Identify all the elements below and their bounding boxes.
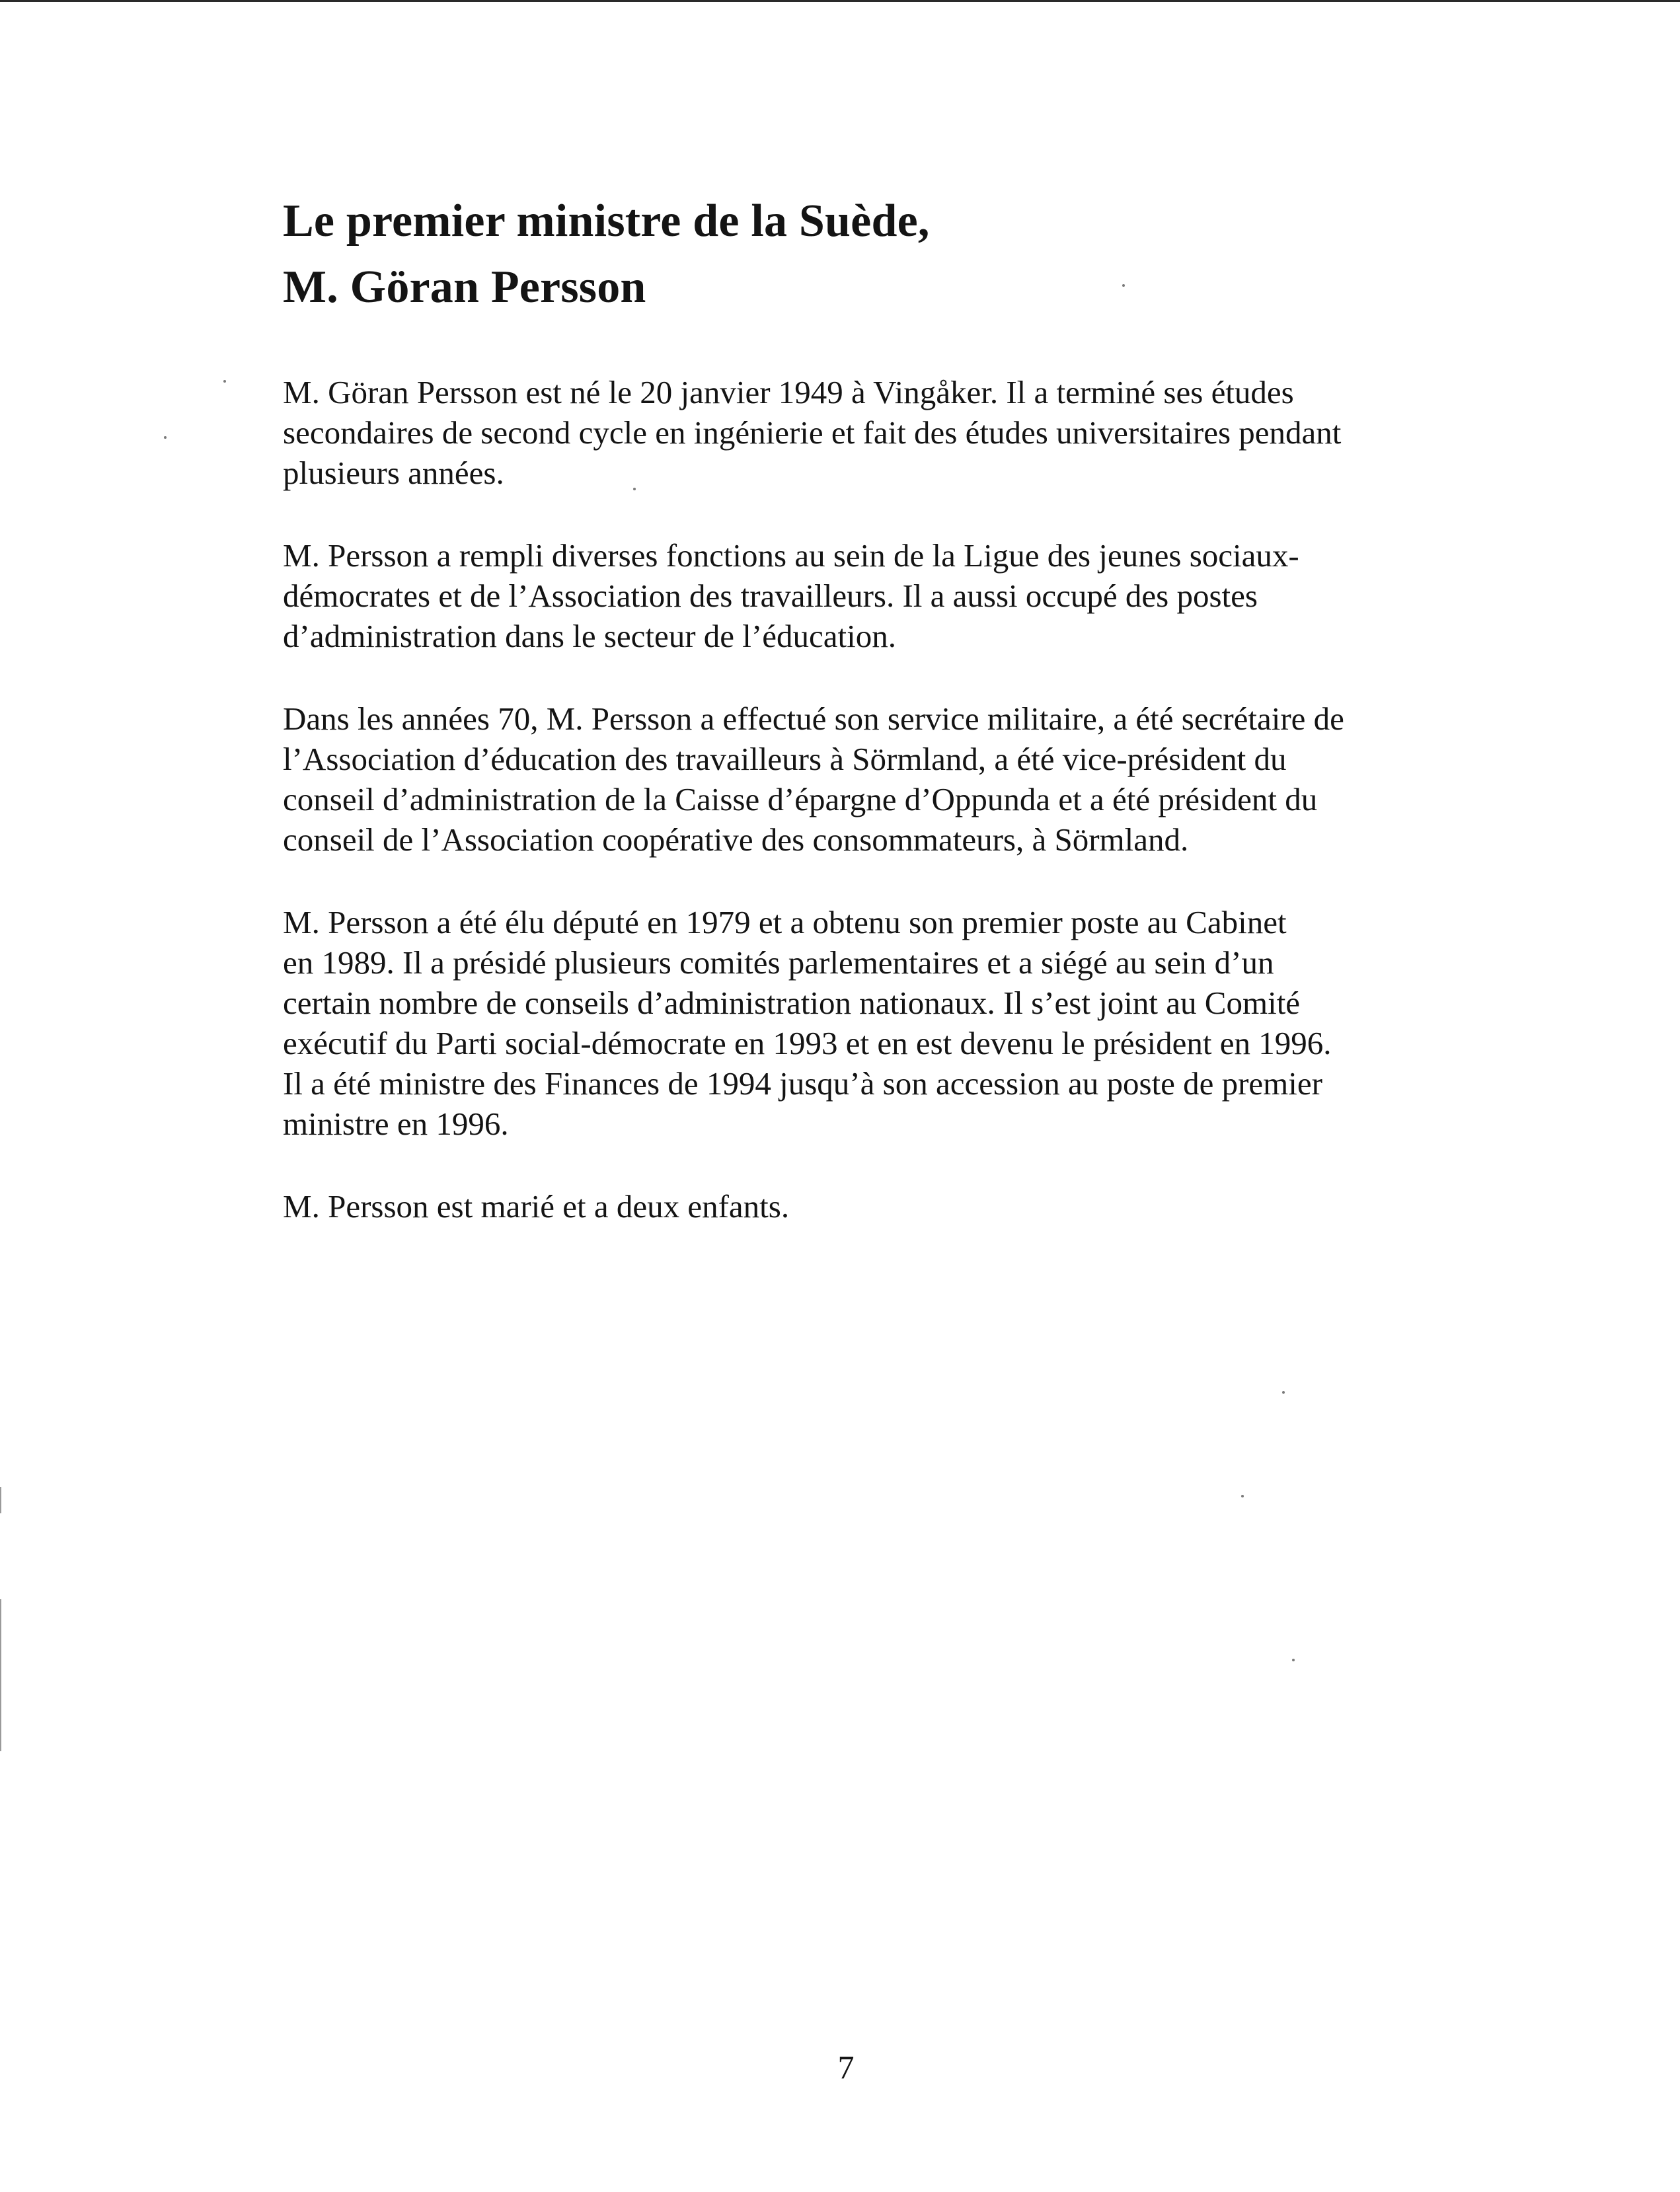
- title-line: Le premier ministre de la Suède,: [283, 196, 930, 246]
- scan-left-edge-mark: [0, 1487, 1, 1513]
- paragraph-political-career: [283, 902, 1406, 1144]
- text-line: démocrates et de l’Association des travailleurs. Il a aussi occupé des postes: [283, 578, 1258, 614]
- text-line: en 1989. Il a présidé plusieurs comités parlementaires et a siégé au sein d’un: [283, 944, 1274, 981]
- paragraph-seventies: [283, 699, 1406, 860]
- document-page: [283, 188, 1406, 1269]
- text-line: ministre en 1996.: [283, 1106, 509, 1142]
- text-line: Dans les années 70, M. Persson a effectué son service militaire, a été secrétaire de: [283, 700, 1344, 737]
- text-line: conseil d’administration de la Caisse d’épargne d’Oppunda et a été président du: [283, 781, 1318, 817]
- text-line: plusieurs années.: [283, 455, 504, 491]
- paragraph-birth-education: [283, 372, 1406, 493]
- text-line: M. Persson a été élu député en 1979 et a obtenu son premier poste au Cabinet: [283, 904, 1287, 940]
- text-line: certain nombre de conseils d’administration nationaux. Il s’est joint au Comité: [283, 985, 1301, 1021]
- document-title: [283, 188, 1406, 321]
- scan-speck: [1241, 1495, 1244, 1497]
- text-line: Il a été ministre des Finances de 1994 jusqu’à son accession au poste de premier: [283, 1065, 1322, 1102]
- text-line: M. Persson a rempli diverses fonctions au sein de la Ligue des jeunes sociaux-: [283, 537, 1299, 574]
- scan-left-edge-mark: [0, 1599, 1, 1751]
- text-line: secondaires de second cycle en ingénierie et fait des études universitaires pendant: [283, 414, 1342, 451]
- scan-speck: [223, 380, 226, 383]
- document-body: [283, 372, 1406, 1227]
- text-line: conseil de l’Association coopérative des consommateurs, à Sörmland.: [283, 821, 1189, 858]
- scan-speck: [1292, 1659, 1295, 1661]
- scan-top-border: [0, 0, 1680, 2]
- scan-speck: [1282, 1391, 1285, 1394]
- text-line: M. Göran Persson est né le 20 janvier 1949 à Vingåker. Il a terminé ses études: [283, 374, 1294, 410]
- text-line: l’Association d’éducation des travailleurs à Sörmland, a été vice-président du: [283, 741, 1287, 777]
- title-line: M. Göran Persson: [283, 262, 646, 313]
- scan-speck: [164, 436, 167, 439]
- text-line: d’administration dans le secteur de l’éducation.: [283, 618, 896, 654]
- page-number: 7: [837, 2049, 855, 2086]
- text-line: exécutif du Parti social-démocrate en 1993 et en est devenu le président en 1996.: [283, 1025, 1332, 1061]
- text-line: M. Persson est marié et a deux enfants.: [283, 1188, 790, 1225]
- paragraph-early-roles: [283, 535, 1406, 656]
- paragraph-family: [283, 1186, 1406, 1227]
